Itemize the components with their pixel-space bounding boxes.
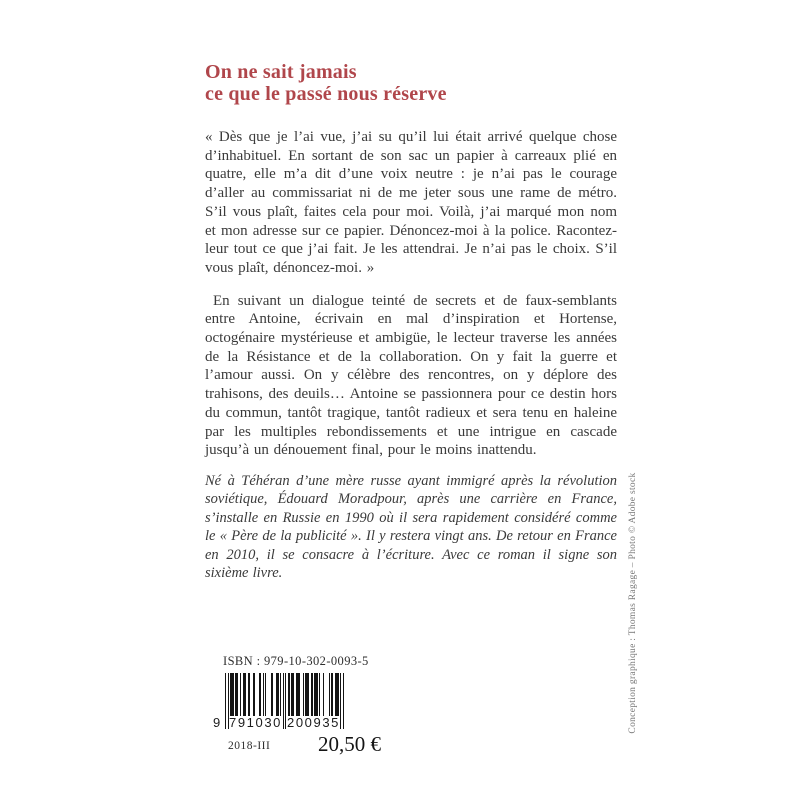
excerpt-paragraph: « Dès que je l’ai vue, j’ai su qu’il lui était arrivé quelque chose d’inhabituel. En sortant de son sac un papier à carreaux plié en quatre, elle m’a dit d’une voix neutre : je n’ai pas le courage d’aller au commissariat ni de me jeter sous une rame de métro. S’il vous plaît, faites cela pour moi. Voilà, j’ai marqué mon nom et mon adresse sur ce papier. Dénoncez-moi à la police. Racontez-leur tout ce que j’ai fait. Je les attendrai. Je n’ai pas le choix. S’il vous plaît, dénoncez-moi. » [205, 129, 617, 276]
isbn-barcode-block [213, 652, 388, 762]
text-column [205, 62, 617, 582]
price: 20,50 € [318, 732, 381, 756]
barcode-lead-digit: 9 [213, 715, 221, 730]
book-tagline [205, 62, 617, 105]
edition-code: 2018-III [228, 740, 271, 752]
ean13-barcode [213, 673, 344, 733]
synopsis-paragraph: En suivant un dialogue teinté de secrets et de faux-semblants entre Antoine, écrivain en mal d’inspiration et Hortense, octogénaire mystérieuse et ambigüe, le lecteur traverse les années de la Résistance et de la collaboration. On y fait la guerre et l’amour aussi. On y célèbre des rencontres, on y déplore des trahisons, des deuils… Antoine se passionnera pour ce destin hors du commun, tantôt tragique, tantôt radieux et sera tenu en haleine par les multiples rebondissements et une intrigue en cascade jusqu’à un dénouement final, pour le moins inattendu. [205, 292, 617, 459]
design-credit-vertical-text: Conception graphique : Thomas Ragage – Photo © Adobe stock [628, 472, 638, 734]
barcode-digits-right-group: 200935 [287, 715, 340, 730]
barcode-digits-left-group: 791030 [229, 715, 282, 730]
tagline-line-1: On ne sait jamais [205, 61, 357, 83]
author-bio-paragraph: Né à Téhéran d’une mère russe ayant immigré après la révolution soviétique, Édouard Moradpour, après une carrière en France, s’installe en Russie en 1990 où il sera rapidement considéré comme le « Père de la publicité ». Il y restera vingt ans. De retour en France en 2010, il se consacre à l’écriture. Avec ce roman il signe son sixième livre. [205, 472, 617, 581]
tagline-line-2: ce que le passé nous réserve [205, 82, 447, 105]
isbn-text: ISBN : 979-10-302-0093-5 [223, 654, 369, 668]
